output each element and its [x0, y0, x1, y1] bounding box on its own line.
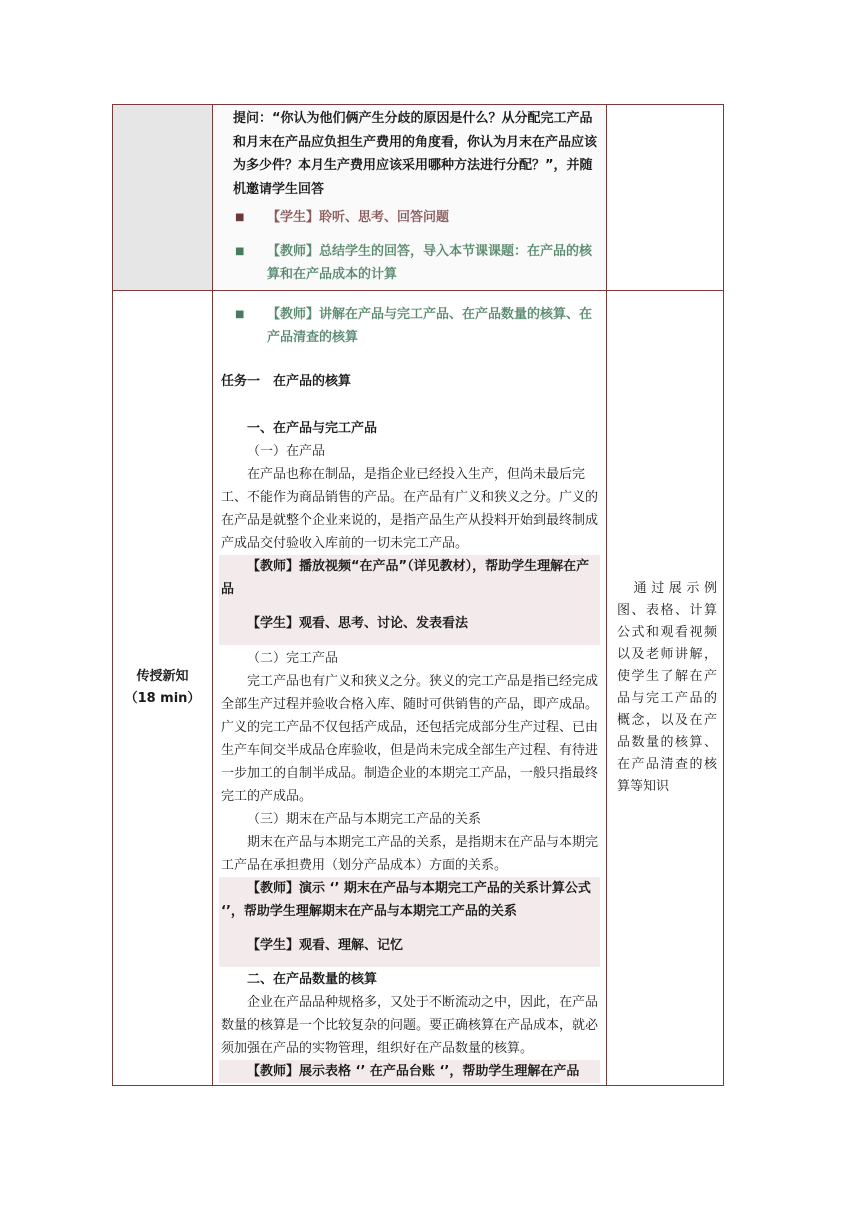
teacher-activity-text: 【教师】演示 ‘’ 期末在产品与本期完工产品的关系计算公式 ‘’，帮助学生理解期末在产品与本期完工产品的关系 — [221, 881, 591, 919]
question-text: 提问：“你认为他们俩产生分歧的原因是什么？从分配完工产品和月末在产品应负担生产费用的角度看，你认为月末在产品应该为多少件？本月生产费用应该采用哪种方法进行分配？”，并随机邀请学生回答 — [233, 111, 598, 197]
paragraph: 在产品也称在制品，是指企业已经投入生产，但尚未最后完工、不能作为商品销售的产品。在产品有广义和狭义之分。广义的在产品是就整个企业来说的，是指产品生产从投料开始到最终制成产成品交付验收入库前的一切未完工产品。 — [221, 467, 599, 551]
highlight-block — [219, 555, 600, 645]
teacher-activity — [221, 240, 600, 286]
teacher-activity — [221, 303, 600, 349]
highlight-block — [219, 877, 600, 967]
teacher-activity-text: 【教师】播放视频“在产品”（详见教材），帮助学生理解在产品 — [221, 559, 590, 597]
stage-duration: （18 min） — [124, 691, 201, 706]
subsection-heading: （二）完工产品 — [247, 651, 339, 666]
teacher-activity-text: 【教师】展示表格 ‘’ 在产品台账 ‘’，帮助学生理解在产品 — [247, 1064, 580, 1079]
paragraph: 完工产品也有广义和狭义之分。狭义的完工产品是指已经完成全部生产过程并验收合格入库、随时可供销售的产品，即产成品。广义的完工产品不仅包括产成品，还包括完成部分生产过程、已由生产车间交半成品仓库验收，但是尚未完成全部生产过程、有待进一步加工的自制半成品。制造企业的本期完工产品，一般只指最终完工的产成品。 — [221, 674, 599, 804]
square-bullet-icon: ■ — [235, 309, 245, 320]
student-activity-text: 【学生】聆听、思考、回答问题 — [267, 210, 450, 225]
section-heading: 二、在产品数量的核算 — [247, 972, 378, 987]
section-heading: 一、在产品与完工产品 — [247, 421, 378, 436]
stage-title: 传授新知 — [136, 669, 189, 684]
table-row — [113, 291, 723, 1085]
teaching-goal-value: 通过展示例图、表格、计算公式和观看视频以及老师讲解，使学生了解在产品与完工产品的概念，以及在产品数量的核算、在产品清查的核算等知识 — [617, 581, 717, 794]
goal-cell — [607, 105, 723, 290]
teaching-goal-text — [617, 578, 717, 798]
content-cell — [213, 291, 607, 1085]
square-bullet-icon: ■ — [235, 246, 245, 257]
table-row — [113, 105, 723, 291]
highlight-block — [219, 1060, 600, 1083]
square-bullet-icon: ■ — [235, 212, 245, 223]
stage-cell — [113, 105, 213, 290]
task-title: 任务一 在产品的核算 — [221, 374, 352, 389]
teacher-activity-text: 【教师】总结学生的回答，导入本节课课题：在产品的核算和在产品成本的计算 — [267, 244, 593, 282]
stage-cell — [113, 291, 213, 1085]
paragraph: 企业在产品品种规格多，又处于不断流动之中，因此，在产品数量的核算是一个比较复杂的问题。要正确核算在产品成本，就必须加强在产品的实物管理，组织好在产品数量的核算。 — [221, 995, 599, 1056]
subsection-heading: （一）在产品 — [247, 444, 326, 459]
content-cell — [213, 105, 607, 290]
student-activity — [221, 206, 600, 229]
subsection-heading: （三）期末在产品与本期完工产品的关系 — [247, 812, 482, 827]
student-activity-text: 【学生】观看、思考、讨论、发表看法 — [247, 616, 469, 631]
paragraph: 期末在产品与本期完工产品的关系，是指期末在产品与本期完工产品在承担费用（划分产品成本）方面的关系。 — [221, 835, 599, 873]
teacher-activity-text: 【教师】讲解在产品与完工产品、在产品数量的核算、在产品清查的核算 — [267, 307, 593, 345]
goal-cell — [607, 291, 723, 1085]
student-activity-text: 【学生】观看、理解、记忆 — [247, 938, 404, 953]
lesson-plan-table — [112, 104, 724, 1086]
